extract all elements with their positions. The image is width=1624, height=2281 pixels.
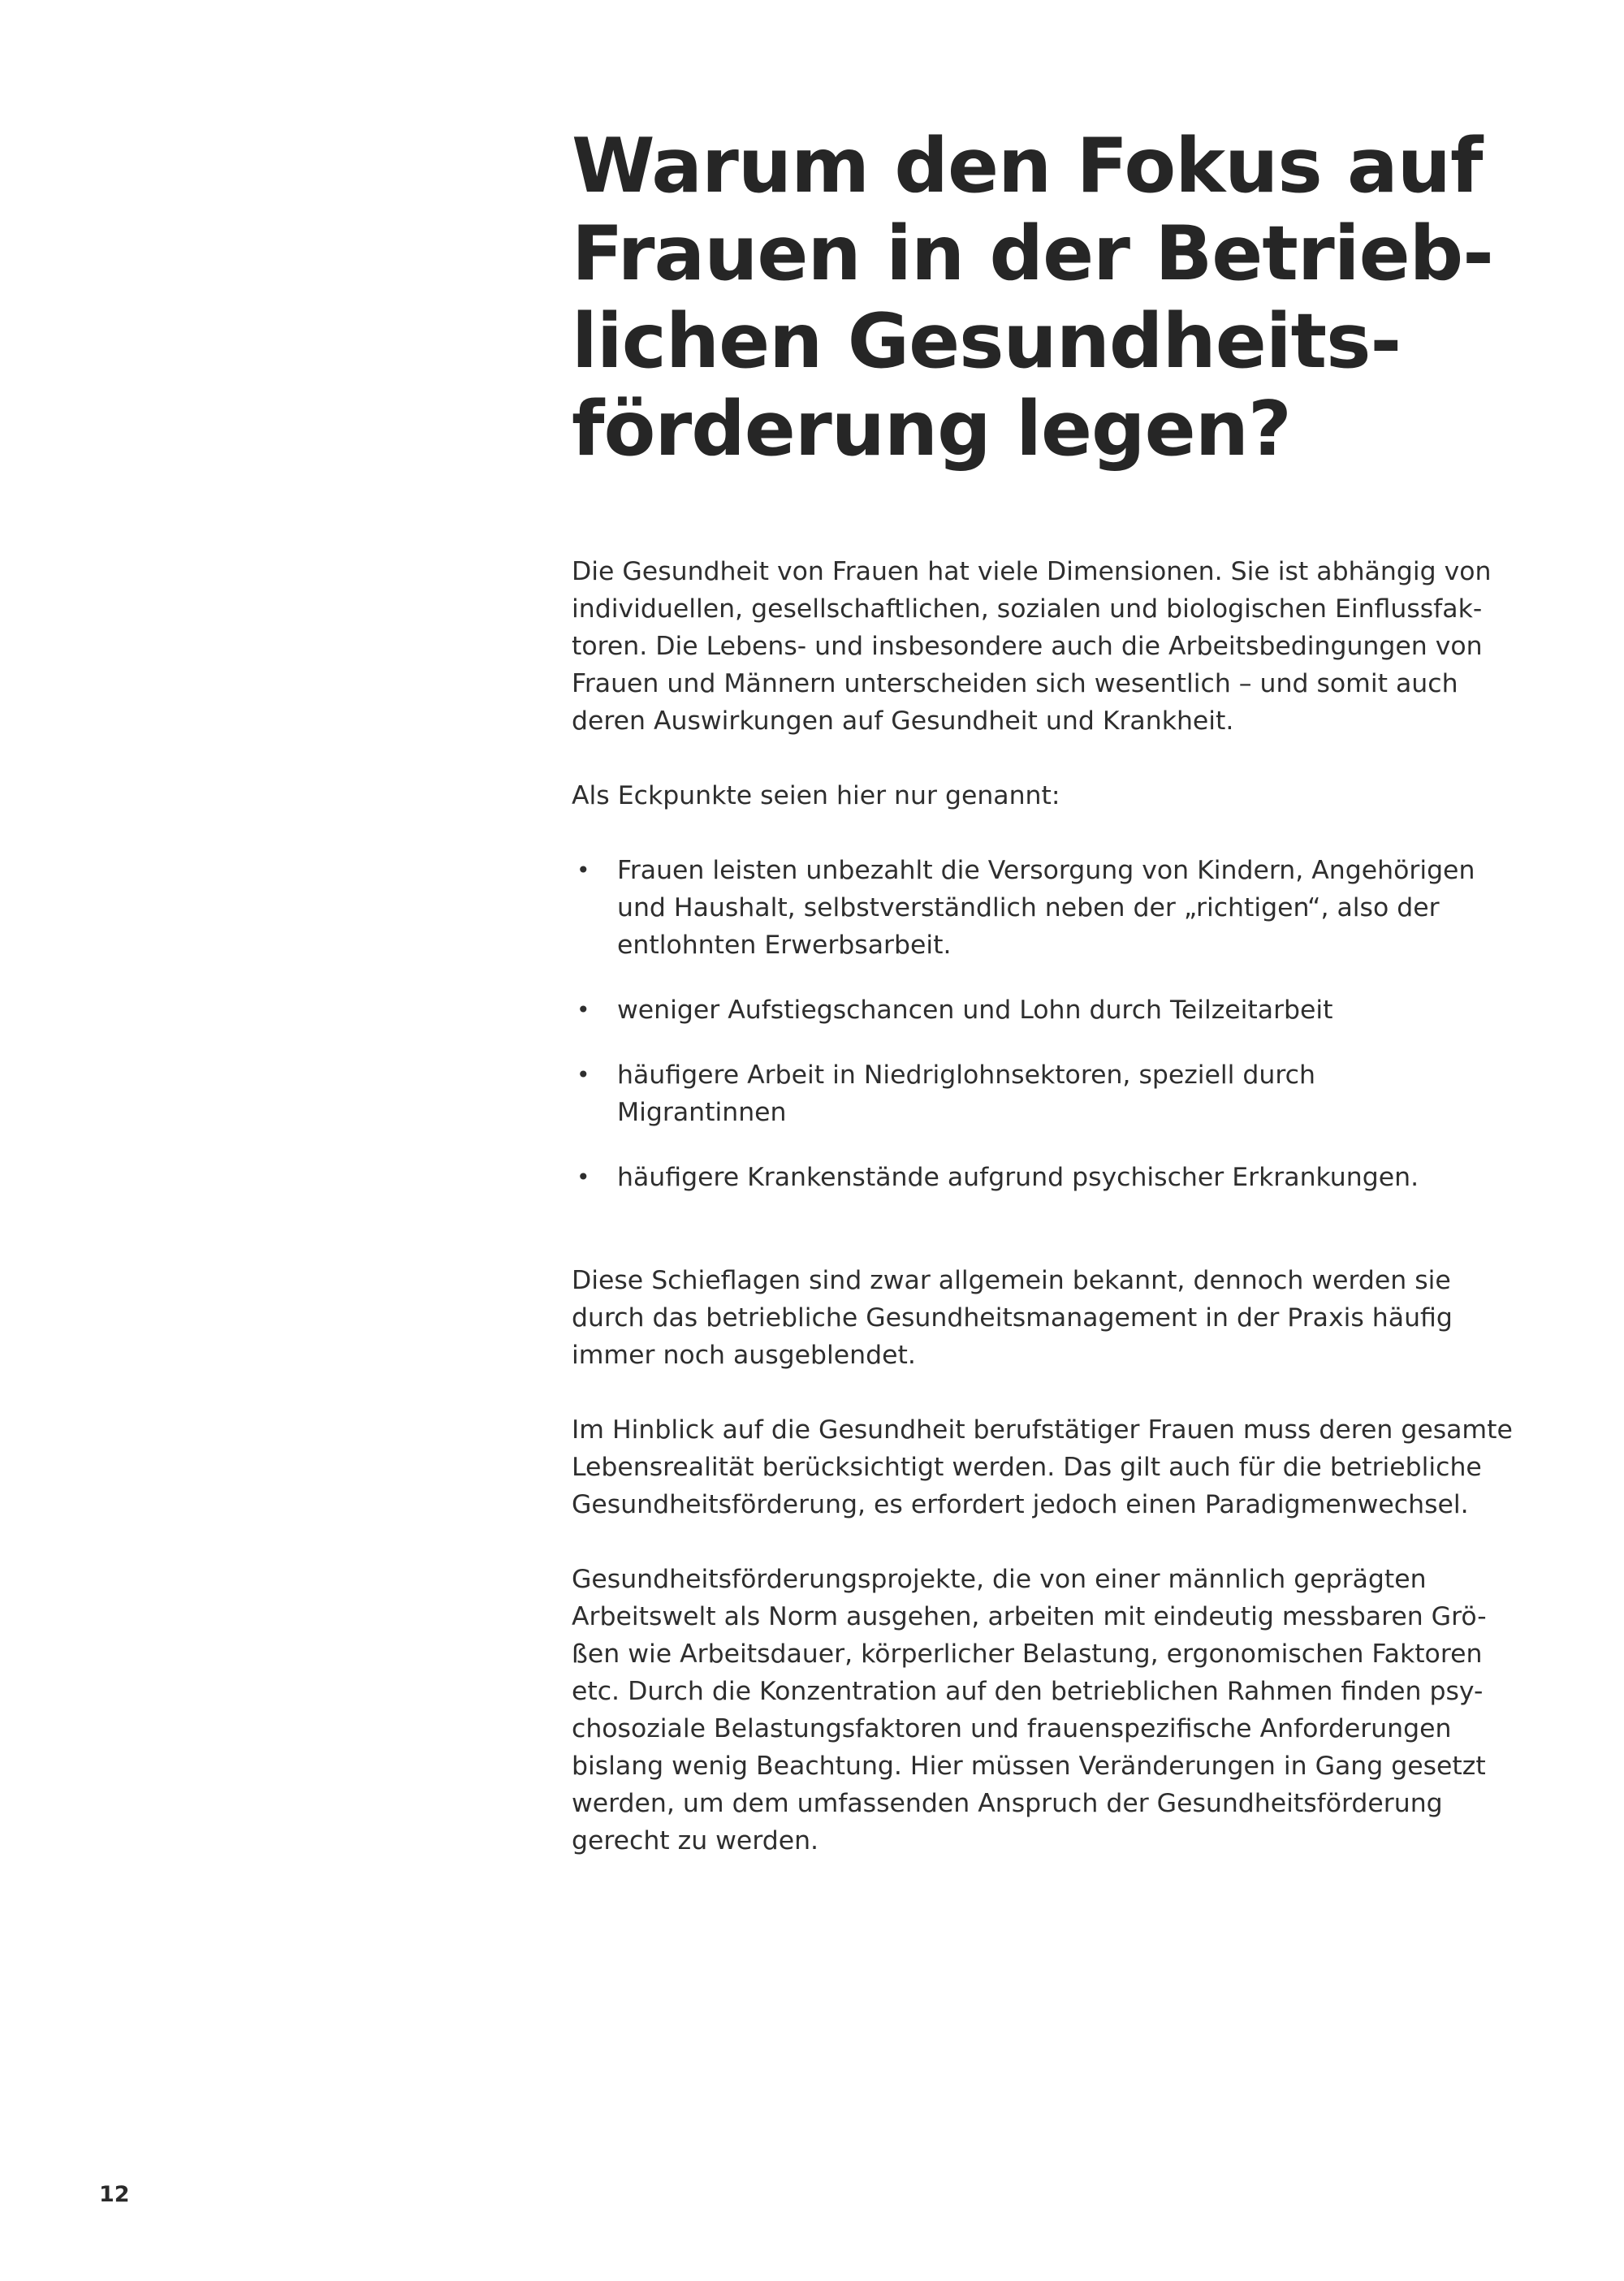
- bullet-icon: •: [577, 996, 590, 1023]
- bullet-icon: •: [577, 1061, 590, 1088]
- text-line: gerecht zu werden.: [572, 1826, 819, 1855]
- text-line: chosoziale Belastungsfaktoren und frauenspezifische Anforderungen: [572, 1714, 1452, 1743]
- main-content: [572, 122, 1513, 1860]
- text-line: werden, um dem umfassenden Anspruch der Gesundheitsförderung: [572, 1789, 1443, 1818]
- page-title: [572, 122, 1493, 473]
- paragraph-lebensrealitaet: [572, 1411, 1513, 1523]
- text-line: Als Eckpunkte seien hier nur genannt:: [572, 781, 1060, 810]
- title-line: lichen Gesundheits-: [572, 297, 1402, 385]
- text-line: Diese Schieflagen sind zwar allgemein bekannt, dennoch werden sie: [572, 1266, 1451, 1295]
- text-line: häufigere Krankenstände aufgrund psychischer Erkrankungen.: [617, 1163, 1419, 1192]
- text-line: durch das betriebliche Gesundheitsmanagement in der Praxis häufig: [572, 1303, 1453, 1333]
- text-line: individuellen, gesellschaftlichen, sozialen und biologischen Einflussfak-: [572, 594, 1483, 624]
- paragraph-projekte: [572, 1561, 1487, 1860]
- title-line: Warum den Fokus auf: [572, 122, 1483, 210]
- text-line: weniger Aufstiegschancen und Lohn durch Teilzeitarbeit: [617, 996, 1333, 1025]
- text-line: Frauen leisten unbezahlt die Versorgung von Kindern, Angehörigen: [617, 856, 1475, 885]
- paragraph-schieflagen: [572, 1262, 1473, 1374]
- text-line: immer noch ausgeblendet.: [572, 1341, 916, 1370]
- text-line: Frauen und Männern unterscheiden sich wesentlich – und somit auch: [572, 669, 1458, 698]
- list-item: [572, 991, 1473, 1029]
- text-line: Arbeitswelt als Norm ausgehen, arbeiten mit eindeutig messbaren Grö-: [572, 1602, 1487, 1631]
- title-line: Frauen in der Betrieb-: [572, 210, 1493, 297]
- text-line: Im Hinblick auf die Gesundheit berufstätiger Frauen muss deren gesamte: [572, 1415, 1513, 1445]
- text-line: Die Gesundheit von Frauen hat viele Dimensionen. Sie ist abhängig von: [572, 557, 1492, 586]
- text-line: Migrantinnen: [617, 1098, 787, 1127]
- text-line: bislang wenig Beachtung. Hier müssen Veränderungen in Gang gesetzt: [572, 1752, 1486, 1781]
- title-line: förderung legen?: [572, 385, 1291, 473]
- text-line: toren. Die Lebens- und insbesondere auch die Arbeitsbedingungen von: [572, 632, 1483, 661]
- list-lead-paragraph: [572, 777, 1473, 814]
- text-line: Lebensrealität berücksichtigt werden. Das gilt auch für die betriebliche: [572, 1453, 1482, 1482]
- page-number: 12: [99, 2182, 130, 2207]
- intro-paragraph: [572, 553, 1492, 740]
- list-item: [572, 1056, 1473, 1131]
- bullet-icon: •: [577, 857, 590, 883]
- text-line: Gesundheitsförderungsprojekte, die von einer männlich geprägten: [572, 1565, 1427, 1594]
- text-line: und Haushalt, selbstverständlich neben der „richtigen“, also der: [617, 893, 1440, 922]
- text-line: Gesundheitsförderung, es erfordert jedoch einen Paradigmenwechsel.: [572, 1490, 1469, 1519]
- list-item: [572, 1159, 1473, 1196]
- text-line: etc. Durch die Konzentration auf den betrieblichen Rahmen finden psy-: [572, 1677, 1484, 1706]
- text-line: entlohnten Erwerbsarbeit.: [617, 931, 952, 960]
- bullet-icon: •: [577, 1164, 590, 1190]
- bullet-list: [572, 852, 1473, 1196]
- text-line: häufigere Arbeit in Niedriglohnsektoren, speziell durch: [617, 1061, 1315, 1090]
- text-line: ßen wie Arbeitsdauer, körperlicher Belastung, ergonomischen Faktoren: [572, 1639, 1483, 1669]
- text-line: deren Auswirkungen auf Gesundheit und Krankheit.: [572, 706, 1234, 736]
- list-item: [572, 852, 1473, 964]
